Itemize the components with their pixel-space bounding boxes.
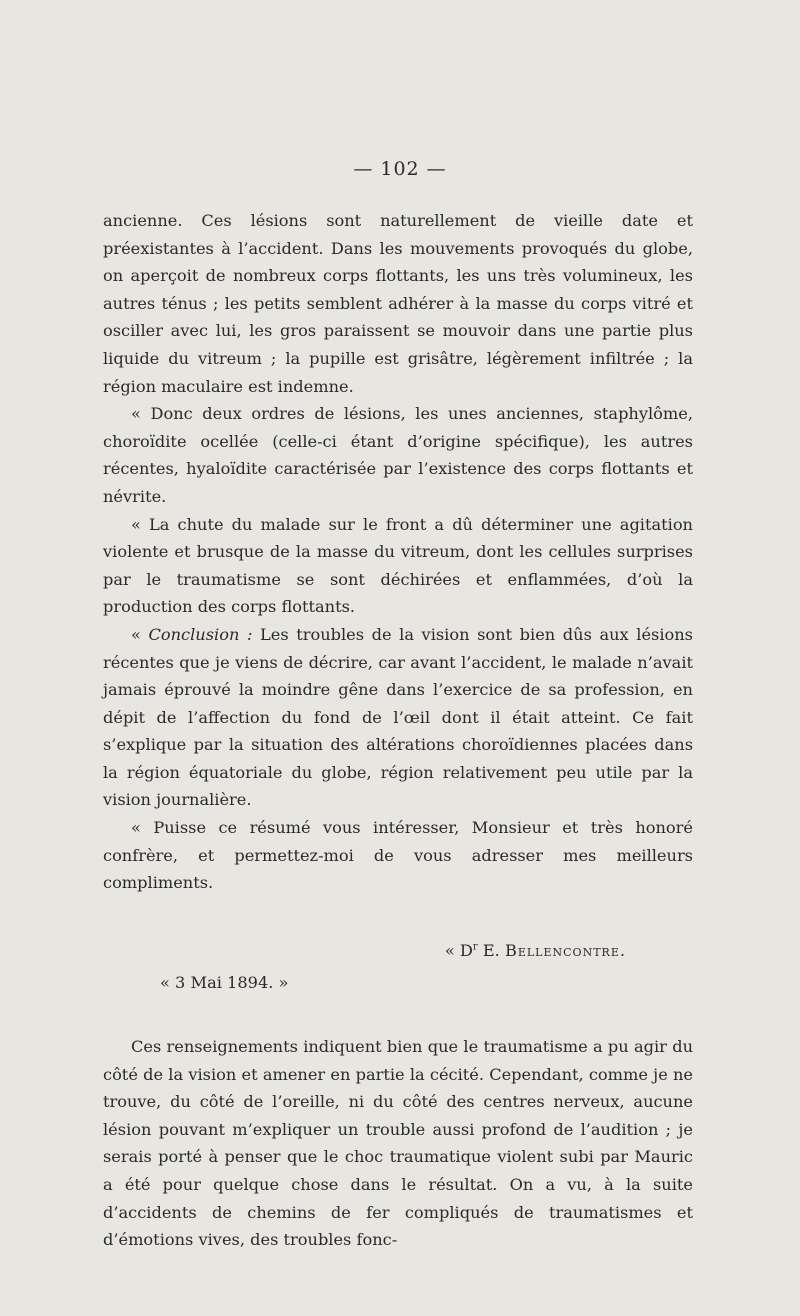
conclusion-prefix: « <box>131 624 149 644</box>
signature-title <box>445 941 478 960</box>
page-number: — 102 — <box>353 158 447 180</box>
signature-sup: r <box>472 941 478 953</box>
paragraph-lesions: ancienne. Ces lésions sont naturellement de vieille date et préexistantes à l’accident. Dans les mouvements provoqués du globe, on aperçoit de nombreux corps flottants, les uns très volumineux, les autres ténus ; les petits semblent adhérer à la masse du corps vitré et osciller avec lui, les gros paraissent se mouvoir dans une partie plus liquide du vitreum ; la pupille est grisâtre, légèrement infiltrée ; la région maculaire est indemne. <box>103 211 693 396</box>
signature-surname: Bellencontre. <box>504 941 626 960</box>
signature-prefix: « D <box>444 941 473 960</box>
paragraph-commentary: Ces renseignements indiquent bien que le traumatisme a pu agir du côté de la vision et amener en partie la cécité. Cependant, comme je ne trouve, du côté de l’oreille, ni du côté des centres nerveux, aucune lésion pouvant m’expliquer un trouble aussi profond de l’audition ; je serais porté à penser que le choc traumatique violent subi par Mauric a été pour quelque chose dans le résultat. On a vu, à la suite d’accidents de chemins de fer compliqués de traumatismes et d’émotions vives, des troubles fonc- <box>103 1037 693 1250</box>
paragraph-fall: « La chute du malade sur le front a dû déterminer une agitation violente et brusque de la masse du vitreum, dont les cellules surprises par le traumatisme se sont déchirées et enflammées, d’où la production des corps flottants. <box>103 514 693 617</box>
conclusion-label: Conclusion : <box>148 624 253 644</box>
paragraph-closing: « Puisse ce résumé vous intéresser, Monsieur et très honoré confrère, et permettez-moi de vous adresser mes meilleurs compliments. <box>103 818 693 893</box>
paragraph-two-orders: « Donc deux ordres de lésions, les unes anciennes, staphylôme, choroïdite ocellée (celle-ci étant d’origine spécifique), les autres récentes, hyaloïdite caractérisée par l’existence des corps flottants et névrite. <box>103 404 693 506</box>
paragraph-conclusion <box>103 621 693 814</box>
conclusion-text: Les troubles de la vision sont bien dûs aux lésions récentes que je viens de décrire, car avant l’accident, le malade n’avait jamais éprouvé la moindre gêne dans l’exercice de sa profession, en dépit de l’affection du fond de l’œil dont il était atteint. Ce fait s’explique par la situation des altérations choroïdiennes placées dans la région équatoriale du globe, région relativement peu utile par la vision journalière. <box>103 624 693 810</box>
letter-date: « 3 Mai 1894. » <box>160 973 289 992</box>
signature <box>0 941 800 960</box>
commentary <box>103 1033 693 1254</box>
letter-body <box>103 207 693 897</box>
signature-initial: E. <box>477 941 505 960</box>
